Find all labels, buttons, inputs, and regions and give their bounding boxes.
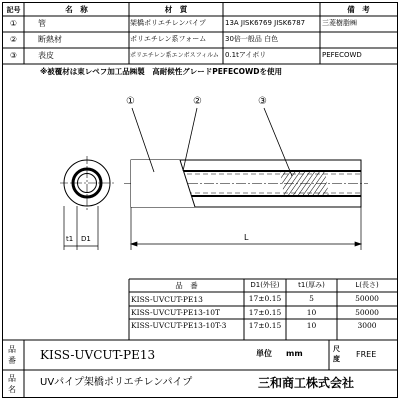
part-spec: 13A JISK6769 JISK6787	[225, 19, 306, 27]
part-spec: 0.1tアイボリ	[225, 51, 267, 59]
spec-row-t1: 5	[309, 294, 314, 304]
spec-row-d1: 17±0.15	[248, 307, 282, 317]
spec-row-d1: 17±0.15	[248, 320, 282, 330]
dim-length-label: L	[244, 233, 249, 242]
parts-header-material: 材 質	[164, 4, 188, 14]
callout-2: ②	[193, 96, 202, 107]
dimension-lines	[64, 206, 361, 250]
part-remarks: 三菱樹脂㈱	[322, 19, 357, 27]
spec-row-part-number: KISS-UVCUT-PE13-10T	[131, 308, 221, 317]
spec-row-part-number: KISS-UVCUT-PE13	[131, 295, 203, 304]
material-note: ※被覆材は東レペフ加工品㈱製 高耐候性グレードPEFECOWDを使用	[40, 67, 283, 76]
pipe-side-view	[124, 160, 368, 207]
spec-row-length: 3000	[357, 320, 377, 330]
scale-value: FREE	[356, 350, 377, 359]
hinmei-label: 品名	[8, 374, 16, 394]
parts-header-no: 記号	[6, 5, 21, 14]
spec-row-t1: 10	[306, 320, 317, 330]
company-name: 三和商工株式会社	[258, 376, 355, 390]
part-name: 断熱材	[38, 35, 62, 44]
part-remarks: PEFECOWD	[322, 51, 362, 59]
part-number: ①	[9, 19, 18, 28]
part-name: 管	[38, 19, 46, 28]
spec-row-length: 50000	[355, 294, 379, 304]
pipe-cross-section	[60, 156, 114, 210]
parts-header-name: 名 称	[65, 4, 88, 14]
dim-d1-label: D1	[81, 235, 91, 243]
dim-t1-label: t1	[66, 235, 74, 243]
part-spec: 30倍一般品 白色	[225, 35, 279, 43]
spec-header-part-number: 品 番	[175, 280, 198, 290]
part-material: ポリエチレン系フォーム	[130, 35, 207, 43]
part-material: 架橋ポリエチレンパイプ	[130, 19, 206, 27]
callout-3: ③	[258, 96, 267, 107]
spec-row-length: 50000	[355, 307, 379, 317]
parts-header-remarks: 備 考	[347, 4, 370, 14]
unit-value: mm	[286, 349, 303, 358]
part-number: ②	[9, 35, 18, 44]
spec-row-part-number: KISS-UVCUT-PE13-10T-3	[131, 321, 227, 330]
spec-header-t1: t1(厚み)	[298, 281, 325, 289]
scale-label: 尺度	[333, 345, 340, 363]
part-material: ポリエチレン系エンボスフィルム	[130, 52, 219, 59]
callout-1: ①	[126, 96, 135, 107]
spec-header-d1: D1(外径)	[250, 281, 280, 289]
hinban-value: KISS-UVCUT-PE13	[40, 348, 156, 362]
unit-label: 単位	[256, 349, 272, 358]
hinmei-value: UVパイプ架橋ポリエチレンパイプ	[40, 377, 193, 388]
spec-row-t1: 10	[306, 307, 317, 317]
hinban-label: 品番	[8, 345, 16, 365]
part-number: ③	[9, 51, 18, 60]
part-name: 表皮	[38, 51, 54, 60]
spec-header-length: L(長さ)	[355, 281, 379, 289]
spec-row-d1: 17±0.15	[248, 294, 282, 304]
